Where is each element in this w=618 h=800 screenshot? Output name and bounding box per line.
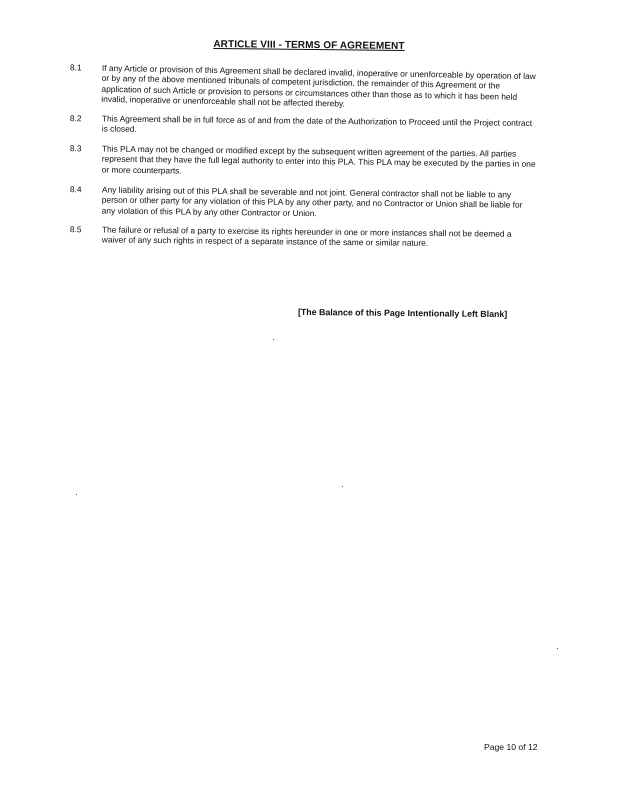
section-8-3: [58, 143, 536, 180]
scan-speck: [342, 486, 343, 487]
section-number: 8.1: [69, 62, 82, 73]
section-text: Any liability arising out of this PLA shall be severable and not joint. General contractor shall not be liable to any person or other party for any violation of this PLA by any other party, and no Contractor or Union shall be liable for any violation of this PLA by any other Contractor or Union.: [101, 184, 523, 218]
page-number: Page 10 of 12: [484, 742, 538, 752]
section-text: This Agreement shall be in full force as of and from the date of the Authorization to Proceed until the Project contract is closed.: [101, 113, 533, 134]
scan-speck: [76, 494, 77, 495]
section-8-1: [57, 62, 536, 113]
section-text: If any Article or provision of this Agreement shall be declared invalid, inoperative or unenforceable by operation of law or by any of the above mentioned tribunals of competent jurisdiction, the remainder of this Agreement or the application of such Article or provision to persons or circumstances other than those as to which it has been held invalid, inoperative or unenforceable shall not be affected thereby.: [101, 62, 536, 109]
section-number: 8.3: [69, 143, 82, 154]
section-8-2: [58, 113, 536, 139]
scan-speck: [557, 648, 558, 649]
scan-speck: [273, 339, 274, 340]
section-8-4: [58, 184, 536, 221]
section-number: 8.5: [69, 224, 82, 235]
section-number: 8.4: [69, 183, 82, 194]
blank-page-notice: [The Balance of this Page Intentionally Left Blank]: [297, 306, 508, 320]
section-number: 8.2: [69, 112, 82, 123]
section-text: The failure or refusal of a party to exercise its rights hereunder in one or more instances shall not be deemed a waiver of any such rights in respect of a separate instance of the same or similar nature.: [101, 224, 512, 249]
sections-list: [58, 56, 536, 249]
article-title: ARTICLE VIII - TERMS OF AGREEMENT: [213, 38, 405, 53]
section-8-5: [58, 224, 536, 250]
section-text: This PLA may not be changed or modified except by the subsequent written agreement of the parties. All parties represent that they have the full legal authority to enter into this PLA. This PLA may be executed by the parties in one or more counterparts.: [101, 143, 536, 176]
